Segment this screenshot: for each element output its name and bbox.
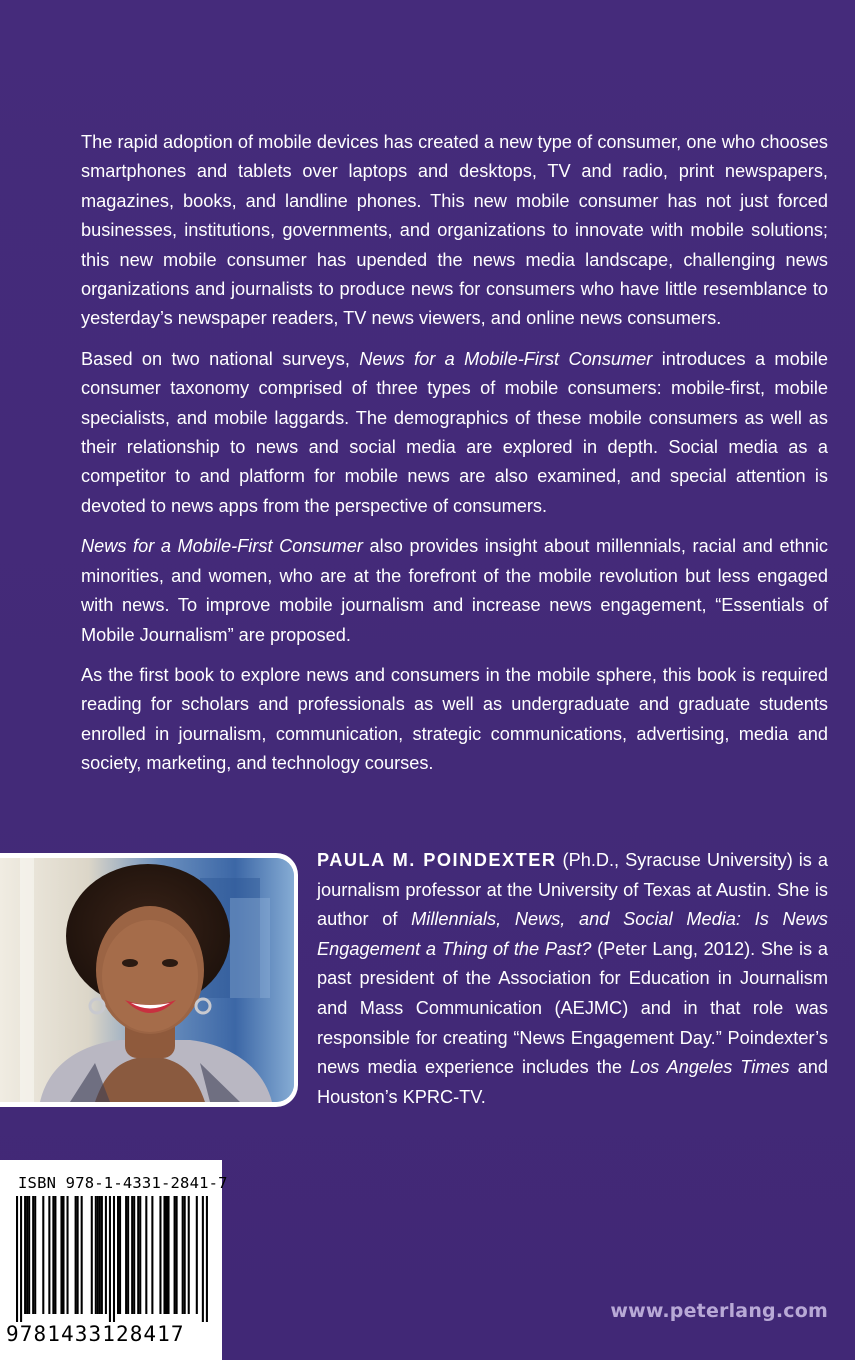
barcode-bar [77, 1196, 79, 1314]
barcode-bar [202, 1196, 204, 1322]
description-paragraph-1: The rapid adoption of mobile devices has created a new type of consumer, one who chooses smartphones and tablets over laptops and desktops, TV and radio, print newspapers, magazines, books, and landline phones. This new mobile consumer has not just forced businesses, institutions, governments, and organizations to innovate with mobile solutions; this new mobile consumer has upended the news media landscape, challenging news organizations and journalists to produce news for consumers who have little resemblance to yesterday’s newspaper readers, TV news viewers, and online news consumers. [81, 132, 828, 329]
barcode-bar [117, 1196, 119, 1314]
barcode-bar [159, 1196, 161, 1314]
barcode-bar [75, 1196, 77, 1314]
newspaper-title: Los Angeles Times [629, 1057, 790, 1078]
publisher-website: www.peterlang.com [610, 1300, 828, 1322]
barcode-bar [99, 1196, 101, 1314]
barcode-bar [42, 1196, 44, 1314]
barcode-bar [113, 1196, 115, 1322]
description-paragraph-2 [81, 345, 828, 521]
barcode-bar [196, 1196, 198, 1314]
barcode-bar [91, 1196, 93, 1314]
barcode-digits: 9781433128417 [6, 1322, 185, 1346]
barcode-bar [119, 1196, 121, 1314]
barcode-bar [133, 1196, 135, 1314]
author-name: PAULA M. POINDEXTER [317, 850, 557, 870]
author-photo [0, 858, 294, 1102]
barcode-bar [176, 1196, 178, 1314]
barcode-bar [67, 1196, 69, 1314]
barcode-bar [20, 1196, 22, 1322]
barcode-bar [54, 1196, 56, 1314]
barcode-bar [34, 1196, 36, 1314]
paragraph-2-lead: Based on two national surveys, [81, 348, 360, 369]
isbn-label: ISBN 978-1-4331-2841-7 [18, 1174, 228, 1192]
barcode-bar [60, 1196, 62, 1314]
description-paragraph-3 [81, 532, 828, 650]
barcode-bar [62, 1196, 64, 1314]
barcode-bar [105, 1196, 107, 1314]
bio-text-2: (Peter Lang, 2012). She is a past president of the Association for Education in Journalism and Mass Communication (AEJMC) and in that role was responsible for creating “News Engagement Day.” Poindexter’s news media experience includes the [317, 938, 828, 1078]
bio-text-3: and Houston’s KPRC-TV. [317, 1057, 828, 1107]
paragraph-2-rest: introduces a mobile consumer taxonomy comprised of three types of mobile consumers: mobile-first, mobile specialists, and mobile laggards. The demographics of these mobile consumers as well as their relationship to news and social media are explored in depth. Social media as a competitor to and platform for mobile news are also examined, and special attention is devoted to news apps from the perspective of consumers. [81, 348, 829, 516]
barcode-bars [0, 1196, 222, 1326]
book-title-inline: News for a Mobile-First Consumer [81, 536, 363, 557]
author-bio [317, 846, 828, 1112]
bio-text-1: (Ph.D., Syracuse University) is a journalism professor at the University of Texas at Austin. She is author of [317, 850, 828, 930]
barcode-bar [145, 1196, 147, 1314]
barcode-bar [109, 1196, 111, 1322]
barcode-bar [137, 1196, 139, 1314]
description-paragraph-4: As the first book to explore news and consumers in the mobile sphere, this book is required reading for scholars and professionals as well as undergraduate and graduate students enrolled in journalism, communication, strategic communications, advertising, media and society, marketing, and technology courses. [81, 664, 828, 774]
previous-book-title: Millennials, News, and Social Media: Is News Engagement a Thing of the Past? [317, 909, 828, 959]
barcode-bar [26, 1196, 28, 1314]
barcode-bar [52, 1196, 54, 1314]
barcode-bar [131, 1196, 133, 1314]
barcode-bar [163, 1196, 165, 1314]
barcode-bar [125, 1196, 127, 1314]
book-title-inline: News for a Mobile-First Consumer [359, 348, 653, 369]
author-portrait-illustration [0, 858, 294, 1102]
barcode-bar [127, 1196, 129, 1314]
barcode-bar [81, 1196, 83, 1314]
barcode-bar [16, 1196, 18, 1322]
barcode-bar [151, 1196, 153, 1314]
barcode-bar [174, 1196, 176, 1314]
barcode-bar [97, 1196, 99, 1314]
barcode-bar [28, 1196, 30, 1314]
barcode-bar [168, 1196, 170, 1314]
barcode-bar [188, 1196, 190, 1314]
barcode-bar [95, 1196, 97, 1314]
barcode-bar [48, 1196, 50, 1314]
barcode-bar [139, 1196, 141, 1314]
barcode-bar [165, 1196, 167, 1314]
isbn-barcode [0, 1160, 228, 1360]
barcode-bar [101, 1196, 103, 1314]
book-description [81, 128, 828, 790]
paragraph-3-rest: also provides insight about millennials, racial and ethnic minorities, and women, who are at the forefront of the mobile revolution but less engaged with news. To improve mobile journalism and increase news engagement, “Essentials of Mobile Journalism” are proposed. [81, 536, 828, 645]
barcode-bar [32, 1196, 34, 1314]
barcode-bar [24, 1196, 26, 1314]
barcode-bar [184, 1196, 186, 1314]
barcode-bar [206, 1196, 208, 1322]
barcode-bar [182, 1196, 184, 1314]
